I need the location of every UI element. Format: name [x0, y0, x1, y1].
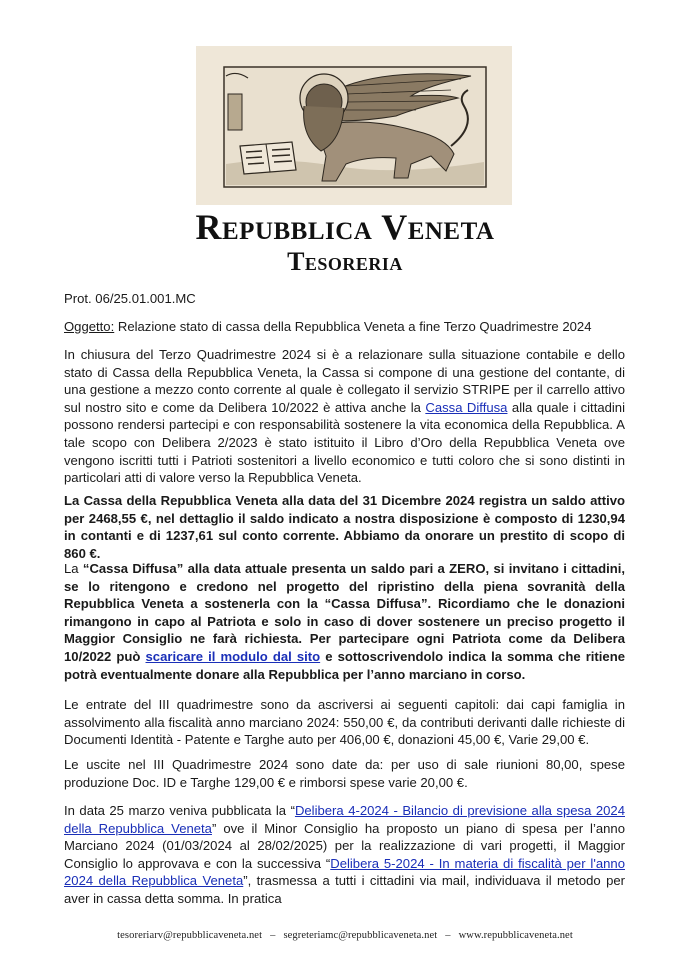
paragraph-intro — [64, 346, 625, 487]
delibera-4-2024-link[interactable]: Delibera 4-2024 - Bilancio di previsione alla spesa 2024 della Repubblica Veneta — [64, 803, 625, 836]
document-subtitle: Tesoreria — [287, 247, 403, 276]
page-footer — [0, 930, 690, 941]
subject-line — [64, 318, 625, 336]
footer-separator: – — [445, 930, 451, 941]
lion-woodcut-icon — [196, 46, 512, 205]
intro-text-1: In chiusura del Terzo Quadrimestre 2024 si è a relazionare sulla situazione contabile e dello stato di Cassa della Repubblica Veneta, la Cassa si compone di una gestione del contante, di una gestione a mezzo conto corrente al quale è collegato il servizio STRIPE per il carrello attivo sul nostro sito e come da Delibera 10/2022 è attiva anche la — [64, 347, 625, 415]
subject-text: Relazione stato di cassa della Repubblica Veneta a fine Terzo Quadrimestre 2024 — [114, 319, 592, 334]
lion-of-saint-mark-logo — [196, 46, 512, 205]
website-link[interactable]: www.repubblicaveneta.net — [458, 930, 573, 941]
treasury-email[interactable]: tesoreriarv@repubblicaveneta.net — [117, 930, 263, 941]
secretary-email[interactable]: segreteriamc@repubblicaveneta.net — [283, 930, 438, 941]
delibere-text-1: In data 25 marzo veniva pubblicata la “ — [64, 803, 295, 818]
paragraph-income: Le entrate del III quadrimestre sono da ascriversi ai seguenti capitoli: dai capi famiglia in assolvimento alla fiscalità anno marciano 2024: 550,00 €, da contributi derivanti dalle richieste di Documenti Identità - Patente e Targhe auto per 406,00 €, donazioni 45,00 €, Varie 29,00 €. — [64, 697, 625, 748]
paragraph-delibere — [64, 802, 625, 908]
intro-text-2: alla quale i cittadini possono rendersi partecipi e con responsabilità sostenere la vita economica della Repubblica. A tale scopo con Delibera 2/2023 è stato istituito il Libro d’Oro della Repubblica Veneta ove vengono iscritti tutti i Patrioti sostenitori a livello economico e tutti coloro che si sono distinti in particolari atti di valore verso la Repubblica Veneta. — [64, 399, 625, 486]
delibere-text-3: ”, trasmessa a tutti i cittadini via mail, individuava il metodo per aver in cassa detta somma. In pratica — [64, 873, 625, 906]
cassa-diffusa-link[interactable]: Cassa Diffusa — [425, 399, 508, 415]
paragraph-balance: La Cassa della Repubblica Veneta alla data del 31 Dicembre 2024 registra un saldo attivo per 2468,55 €, nel dettaglio il saldo indicato a nostra disposizione è composto di 1230,94 in contanti e di 1237,61 sul conto corrente. Abbiamo da onorare un prestito di scopo di 860 €. — [64, 493, 625, 561]
subject-label: Oggetto: — [64, 319, 115, 334]
footer-separator: – — [270, 930, 276, 941]
protocol-number: Prot. 06/25.01.001.MC — [64, 291, 196, 306]
cassa-text-1: “Cassa Diffusa” alla data attuale presenta un saldo pari a ZERO, si invitano i cittadini, se lo ritengono e credono nel progetto del ripristino della piena sovranità della Repubblica Veneta a sostenerla con la “Cassa Diffusa”. Ricordiamo che le donazioni rimangono in capo al Patriota e solo in caso di dover sostenere un preciso progetto il Maggior Consiglio ne farà richiesta. Per partecipare ogni Patriota come da Delibera 10/2022 può — [64, 561, 626, 664]
cassa-text-2: e sottoscrivendolo indica la somma che ritiene potrà eventualmente donare alla Repubblica per l’anno marciano in corso. — [64, 648, 625, 682]
delibere-text-2: ” ove il Minor Consiglio ha proposto un piano di spesa per l’anno Marciano 2024 (01/03/2024 al 28/02/2025) per la realizzazione di vari progetti, il Maggior Consiglio lo approvava e con la successiva “ — [64, 820, 626, 871]
document-title: Repubblica Veneta — [195, 207, 495, 247]
cassa-lead: La — [64, 561, 83, 576]
download-form-link[interactable]: scaricare il modulo dal sito — [145, 648, 321, 664]
delibera-5-2024-link[interactable]: Delibera 5-2024 - In materia di fiscalità per l'anno 2024 della Repubblica Veneta — [64, 855, 625, 889]
paragraph-expenses: Le uscite nel III Quadrimestre 2024 sono date da: per uso di sale riunioni 80,00, spese produzione Doc. ID e Targhe 129,00 € e rimborsi spese varie 20,00 €. — [64, 757, 625, 790]
paragraph-cassa-diffusa — [64, 560, 625, 683]
